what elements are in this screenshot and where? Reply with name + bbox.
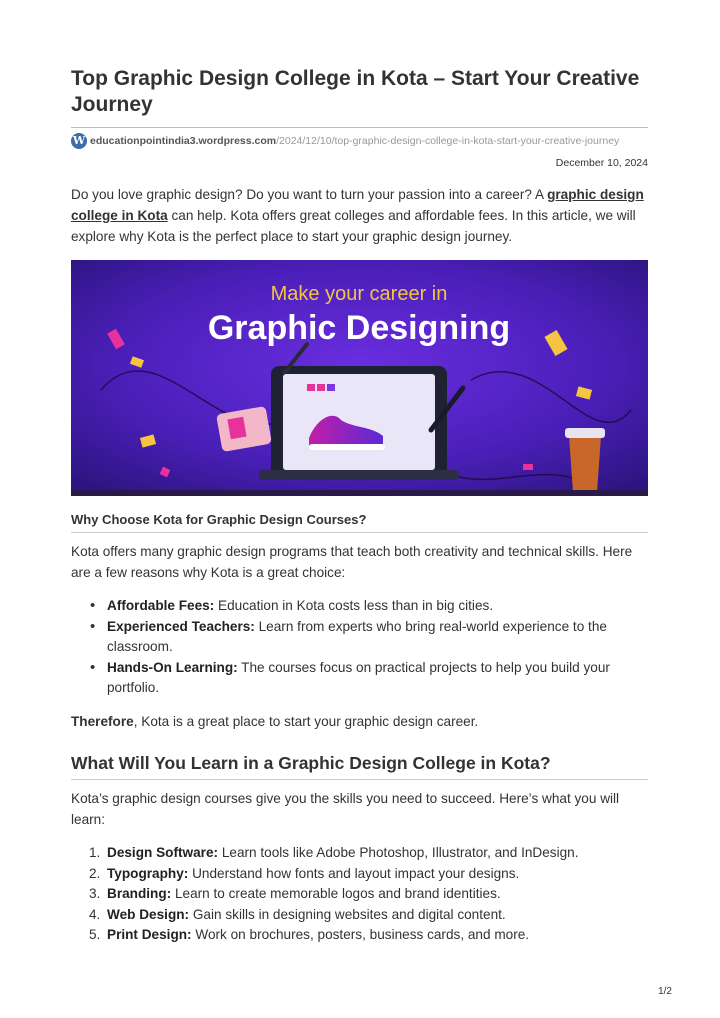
list-item — [89, 843, 648, 864]
section2-divider — [71, 779, 648, 780]
source-domain[interactable]: educationpointindia3.wordpress.com — [90, 135, 277, 147]
list-item — [89, 864, 648, 885]
list-item-label: Experienced Teachers: — [107, 618, 255, 634]
list-item — [89, 884, 648, 905]
hero-illustration — [71, 260, 648, 496]
list-item-label: Typography: — [107, 865, 189, 881]
list-item-text: Understand how fonts and layout impact your designs. — [188, 865, 520, 881]
list-item-label: Print Design: — [107, 927, 192, 942]
page-number: 1/2 — [658, 986, 672, 997]
list-item-text: Learn from experts who bring real-world experience to the classroom. — [107, 618, 607, 654]
source-url[interactable] — [71, 133, 619, 149]
section1-conclusion — [71, 711, 648, 732]
list-item-label: Branding: — [107, 886, 172, 901]
list-item — [107, 617, 648, 658]
list-item-number: 3. — [89, 886, 101, 901]
source-path[interactable]: /2024/12/10/top-graphic-design-college-in-kota-start-your-creative-journey — [276, 135, 620, 147]
wordpress-icon: W — [72, 134, 86, 147]
list-item-number: 2. — [89, 865, 101, 881]
list-item — [89, 905, 648, 926]
conclusion-bold: Therefore — [71, 714, 134, 729]
list-item — [89, 925, 648, 946]
intro-text-before: Do you love graphic design? Do you want to turn your passion into a career? A — [71, 187, 548, 202]
list-item — [107, 658, 648, 699]
list-item-number: 5. — [89, 927, 101, 942]
intro-paragraph — [71, 184, 648, 247]
list-item-number: 1. — [89, 845, 101, 860]
hero-headline-small: Make your career in — [270, 283, 448, 305]
section1-divider — [71, 532, 648, 533]
list-item-label: Affordable Fees: — [107, 598, 215, 613]
hero-tablet-screen — [283, 374, 435, 470]
list-item-text: Work on brochures, posters, business cards, and more. — [191, 927, 530, 942]
hero-image — [71, 260, 648, 496]
conclusion-text: , Kota is a great place to start your graphic design career. — [133, 714, 479, 729]
list-item-text: Gain skills in designing websites and digital content. — [189, 906, 506, 922]
list-item — [107, 596, 648, 617]
section2-paragraph: Kota’s graphic design courses give you the skills you need to succeed. Here’s what you will learn: — [71, 791, 620, 827]
list-item-text: Education in Kota costs less than in big cities. — [214, 598, 494, 613]
list-item-number: 4. — [89, 906, 101, 922]
list-item-label: Web Design: — [107, 906, 190, 922]
list-item-text: Learn to create memorable logos and brand identities. — [171, 886, 501, 901]
section1-paragraph: Kota offers many graphic design programs that teach both creativity and technical skills. Here are a few reasons why Kota is a great choice: — [71, 544, 633, 580]
hero-headline-big: Graphic Designing — [207, 309, 511, 347]
section1-heading: Why Choose Kota for Graphic Design Courses? — [71, 512, 367, 527]
reasons-list — [107, 596, 648, 699]
page-title: Top Graphic Design College in Kota – Start Your Creative Journey — [71, 67, 640, 116]
section2-heading: What Will You Learn in a Graphic Design College in Kota? — [71, 753, 551, 773]
publish-date: December 10, 2024 — [555, 157, 648, 169]
hero-coffee-cup — [569, 436, 601, 492]
skills-list — [89, 843, 648, 946]
list-item-label: Design Software: — [107, 845, 219, 860]
list-item-text: Learn tools like Adobe Photoshop, Illustrator, and InDesign. — [218, 845, 579, 860]
list-item-text: The courses focus on practical projects to help you build your portfolio. — [107, 659, 610, 695]
intro-text-after: can help. Kota offers great colleges and affordable fees. In this article, we will explore why Kota is the perfect place to start your graphic design journey. — [71, 208, 636, 244]
title-divider — [71, 127, 648, 128]
list-item-label: Hands-On Learning: — [107, 659, 238, 675]
graphic-design-college-link[interactable]: graphic design college in Kota — [71, 187, 644, 223]
